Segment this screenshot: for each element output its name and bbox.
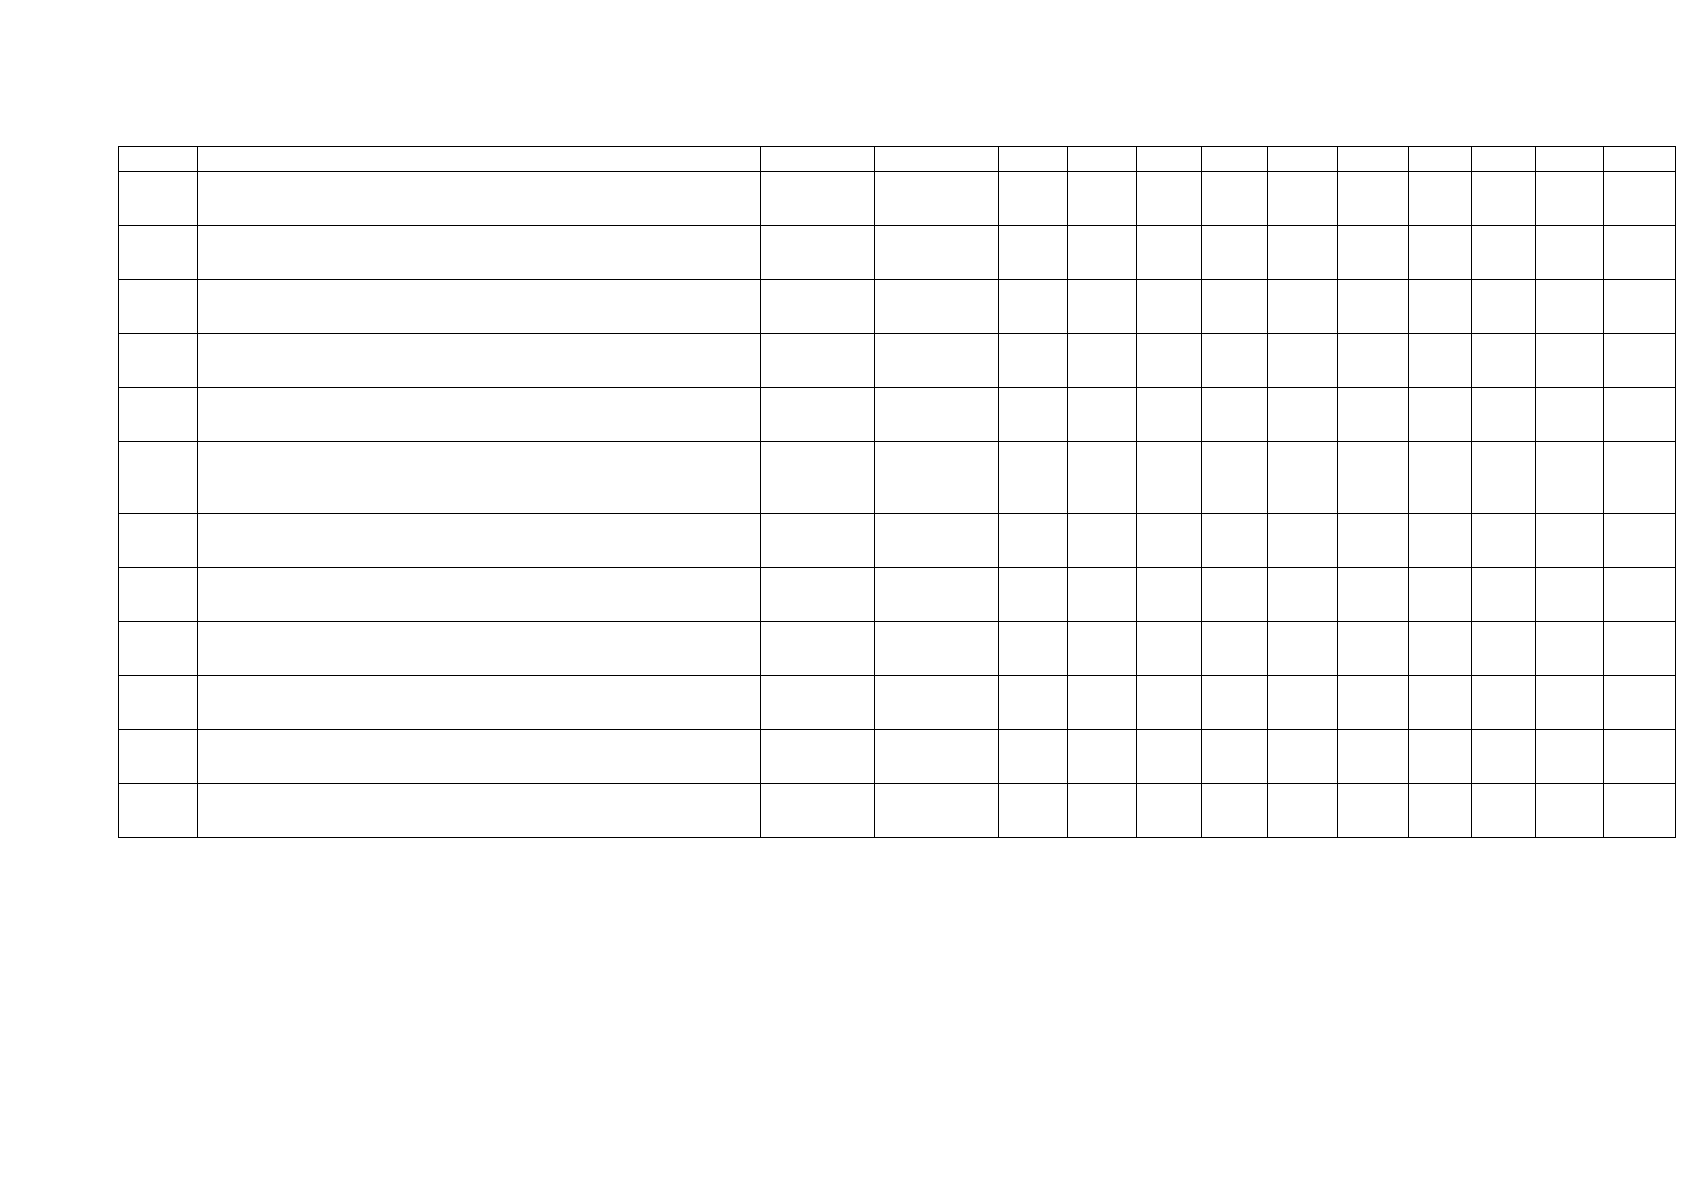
period-cell-col-9 [1267, 676, 1337, 730]
build-year [761, 784, 875, 838]
period-cell-col-7 [1137, 730, 1202, 784]
period-cell-col-13 [1536, 226, 1603, 280]
period-cell-col-8 [1202, 784, 1267, 838]
row-number [119, 622, 198, 676]
build-year [761, 622, 875, 676]
row-number [119, 280, 198, 334]
column-header-2 [198, 147, 761, 172]
wear-code [998, 334, 1067, 388]
total-area [875, 334, 998, 388]
period-cell-col-7 [1137, 676, 1202, 730]
header-row [119, 147, 1676, 172]
period-cell-col-6 [1068, 730, 1137, 784]
period-cell-col-8 [1202, 676, 1267, 730]
table-row [119, 172, 1676, 226]
column-header-3 [761, 147, 875, 172]
period-cell-col-6 [1068, 568, 1137, 622]
period-cell-col-10 [1337, 172, 1408, 226]
column-header-12 [1472, 147, 1536, 172]
address-cell [198, 172, 761, 226]
period-cell-col-6 [1068, 442, 1137, 514]
build-year [761, 388, 875, 442]
period-cell-col-7 [1137, 172, 1202, 226]
period-cell-col-10 [1337, 730, 1408, 784]
wear-code [998, 388, 1067, 442]
row-number [119, 442, 198, 514]
period-cell-col-8 [1202, 280, 1267, 334]
wear-code [998, 568, 1067, 622]
period-cell-col-7 [1137, 226, 1202, 280]
column-header-9 [1267, 147, 1337, 172]
build-year [761, 730, 875, 784]
period-cell-col-11 [1409, 226, 1472, 280]
period-cell-col-8 [1202, 514, 1267, 568]
row-number [119, 388, 198, 442]
period-cell-col-10 [1337, 568, 1408, 622]
total-area [875, 784, 998, 838]
table-body [119, 147, 1676, 838]
period-cell-col-10 [1337, 784, 1408, 838]
period-cell-col-12 [1472, 280, 1536, 334]
column-header-7 [1137, 147, 1202, 172]
row-number [119, 514, 198, 568]
period-cell-col-10 [1337, 388, 1408, 442]
period-cell-col-13 [1536, 172, 1603, 226]
period-cell-col-10 [1337, 676, 1408, 730]
period-cell-col-13 [1536, 334, 1603, 388]
period-cell-col-13 [1536, 514, 1603, 568]
period-cell-col-6 [1068, 280, 1137, 334]
wear-code [998, 730, 1067, 784]
period-cell-col-10 [1337, 280, 1408, 334]
table-row [119, 442, 1676, 514]
period-cell-col-12 [1472, 388, 1536, 442]
build-year [761, 334, 875, 388]
total-area [875, 280, 998, 334]
address-cell [198, 622, 761, 676]
period-cell-col-9 [1267, 730, 1337, 784]
period-cell-col-12 [1472, 784, 1536, 838]
period-cell-col-14 [1603, 568, 1675, 622]
column-header-1 [119, 147, 198, 172]
period-cell-col-9 [1267, 280, 1337, 334]
address-cell [198, 784, 761, 838]
address-cell [198, 388, 761, 442]
period-cell-col-9 [1267, 784, 1337, 838]
column-header-13 [1536, 147, 1603, 172]
period-cell-col-14 [1603, 676, 1675, 730]
total-area [875, 676, 998, 730]
period-cell-col-11 [1409, 730, 1472, 784]
column-header-4 [875, 147, 998, 172]
wear-code [998, 226, 1067, 280]
period-cell-col-12 [1472, 622, 1536, 676]
wear-code [998, 442, 1067, 514]
period-cell-col-11 [1409, 784, 1472, 838]
period-cell-col-7 [1137, 388, 1202, 442]
wear-code [998, 280, 1067, 334]
period-cell-col-10 [1337, 622, 1408, 676]
register-table [118, 146, 1676, 838]
total-area [875, 388, 998, 442]
period-cell-col-11 [1409, 622, 1472, 676]
column-header-6 [1068, 147, 1137, 172]
period-cell-col-10 [1337, 334, 1408, 388]
table-row [119, 280, 1676, 334]
period-cell-col-7 [1137, 334, 1202, 388]
period-cell-col-9 [1267, 172, 1337, 226]
period-cell-col-14 [1603, 388, 1675, 442]
row-number [119, 730, 198, 784]
period-cell-col-12 [1472, 676, 1536, 730]
period-cell-col-9 [1267, 388, 1337, 442]
period-cell-col-6 [1068, 226, 1137, 280]
address-cell [198, 442, 761, 514]
row-number [119, 226, 198, 280]
column-header-10 [1337, 147, 1408, 172]
address-cell [198, 676, 761, 730]
period-cell-col-13 [1536, 622, 1603, 676]
period-cell-col-7 [1137, 514, 1202, 568]
period-cell-col-6 [1068, 334, 1137, 388]
wear-code [998, 172, 1067, 226]
period-cell-col-11 [1409, 568, 1472, 622]
period-cell-col-13 [1536, 784, 1603, 838]
table-row [119, 676, 1676, 730]
table-row [119, 730, 1676, 784]
table-row [119, 784, 1676, 838]
period-cell-col-14 [1603, 334, 1675, 388]
period-cell-col-14 [1603, 442, 1675, 514]
period-cell-col-12 [1472, 334, 1536, 388]
period-cell-col-6 [1068, 514, 1137, 568]
period-cell-col-6 [1068, 676, 1137, 730]
period-cell-col-14 [1603, 784, 1675, 838]
period-cell-col-8 [1202, 442, 1267, 514]
wear-code [998, 622, 1067, 676]
row-number [119, 334, 198, 388]
table-row [119, 568, 1676, 622]
address-cell [198, 568, 761, 622]
period-cell-col-11 [1409, 280, 1472, 334]
table-row [119, 622, 1676, 676]
row-number [119, 676, 198, 730]
period-cell-col-9 [1267, 226, 1337, 280]
build-year [761, 568, 875, 622]
table-row [119, 514, 1676, 568]
total-area [875, 514, 998, 568]
address-cell [198, 334, 761, 388]
row-number [119, 568, 198, 622]
period-cell-col-8 [1202, 172, 1267, 226]
build-year [761, 226, 875, 280]
total-area [875, 622, 998, 676]
period-cell-col-7 [1137, 442, 1202, 514]
column-header-14 [1603, 147, 1675, 172]
period-cell-col-10 [1337, 226, 1408, 280]
period-cell-col-7 [1137, 568, 1202, 622]
build-year [761, 280, 875, 334]
period-cell-col-14 [1603, 280, 1675, 334]
build-year [761, 514, 875, 568]
address-cell [198, 226, 761, 280]
period-cell-col-12 [1472, 172, 1536, 226]
period-cell-col-9 [1267, 442, 1337, 514]
column-header-5 [998, 147, 1067, 172]
address-cell [198, 280, 761, 334]
period-cell-col-8 [1202, 388, 1267, 442]
total-area [875, 442, 998, 514]
table-row [119, 388, 1676, 442]
period-cell-col-14 [1603, 514, 1675, 568]
period-cell-col-12 [1472, 730, 1536, 784]
build-year [761, 442, 875, 514]
period-cell-col-6 [1068, 388, 1137, 442]
column-header-8 [1202, 147, 1267, 172]
period-cell-col-8 [1202, 334, 1267, 388]
period-cell-col-6 [1068, 784, 1137, 838]
period-cell-col-11 [1409, 172, 1472, 226]
table-row [119, 334, 1676, 388]
period-cell-col-13 [1536, 388, 1603, 442]
period-cell-col-11 [1409, 388, 1472, 442]
period-cell-col-11 [1409, 514, 1472, 568]
period-cell-col-7 [1137, 784, 1202, 838]
wear-code [998, 784, 1067, 838]
period-cell-col-11 [1409, 676, 1472, 730]
wear-code [998, 676, 1067, 730]
total-area [875, 226, 998, 280]
period-cell-col-8 [1202, 568, 1267, 622]
column-header-11 [1409, 147, 1472, 172]
period-cell-col-6 [1068, 172, 1137, 226]
period-cell-col-12 [1472, 442, 1536, 514]
period-cell-col-14 [1603, 172, 1675, 226]
period-cell-col-9 [1267, 622, 1337, 676]
period-cell-col-13 [1536, 568, 1603, 622]
period-cell-col-14 [1603, 226, 1675, 280]
period-cell-col-8 [1202, 622, 1267, 676]
period-cell-col-11 [1409, 442, 1472, 514]
period-cell-col-11 [1409, 334, 1472, 388]
period-cell-col-13 [1536, 280, 1603, 334]
period-cell-col-14 [1603, 622, 1675, 676]
period-cell-col-8 [1202, 226, 1267, 280]
period-cell-col-12 [1472, 226, 1536, 280]
period-cell-col-10 [1337, 514, 1408, 568]
wear-code [998, 514, 1067, 568]
period-cell-col-10 [1337, 442, 1408, 514]
period-cell-col-12 [1472, 568, 1536, 622]
period-cell-col-7 [1137, 280, 1202, 334]
period-cell-col-12 [1472, 514, 1536, 568]
period-cell-col-9 [1267, 568, 1337, 622]
period-cell-col-6 [1068, 622, 1137, 676]
total-area [875, 172, 998, 226]
period-cell-col-7 [1137, 622, 1202, 676]
period-cell-col-8 [1202, 730, 1267, 784]
period-cell-col-9 [1267, 514, 1337, 568]
period-cell-col-14 [1603, 730, 1675, 784]
address-cell [198, 730, 761, 784]
build-year [761, 172, 875, 226]
row-number [119, 172, 198, 226]
build-year [761, 676, 875, 730]
address-cell [198, 514, 761, 568]
row-number [119, 784, 198, 838]
table-row [119, 226, 1676, 280]
period-cell-col-13 [1536, 730, 1603, 784]
period-cell-col-13 [1536, 676, 1603, 730]
total-area [875, 730, 998, 784]
period-cell-col-13 [1536, 442, 1603, 514]
total-area [875, 568, 998, 622]
period-cell-col-9 [1267, 334, 1337, 388]
